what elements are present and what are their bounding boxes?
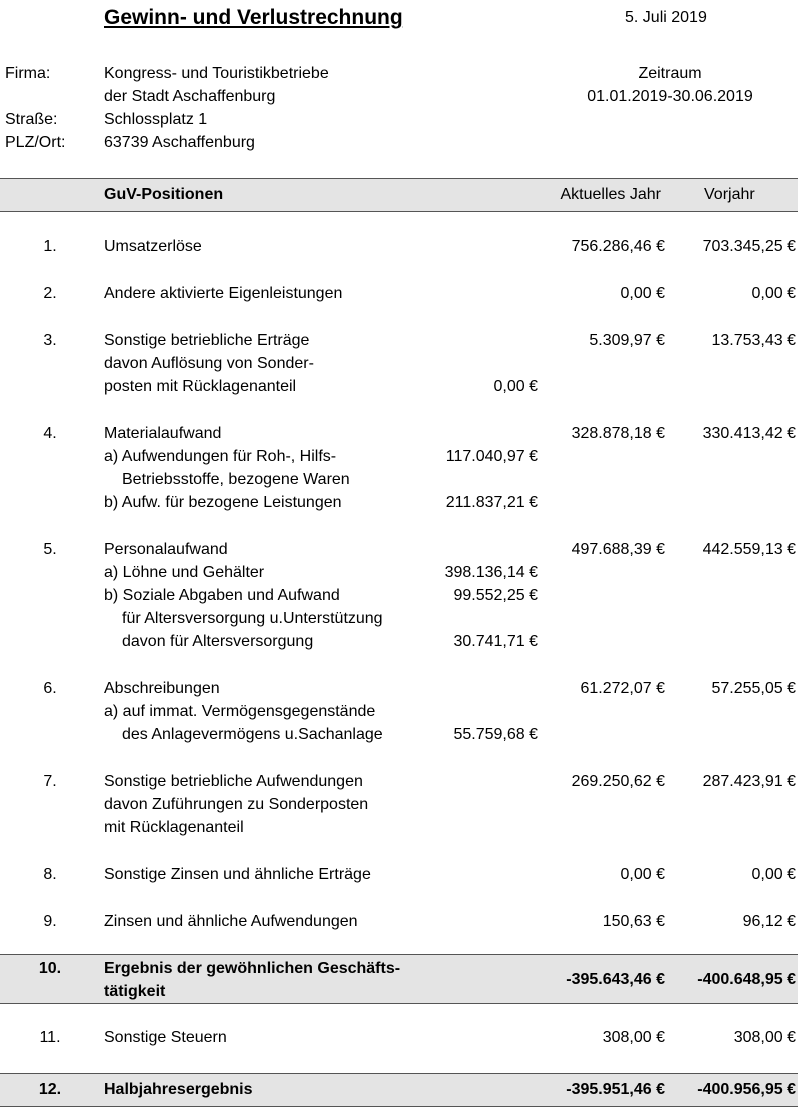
row-previous-value: 287.423,91 € xyxy=(702,773,796,790)
row-current-value: 61.272,07 € xyxy=(580,680,665,697)
row-current-value: 497.688,39 € xyxy=(571,541,665,558)
sub-item-label: für Altersversorgung u.Unterstützung xyxy=(122,610,383,627)
table-row xyxy=(0,237,800,257)
row-previous-value: 703.345,25 € xyxy=(702,238,796,255)
column-header-current: Aktuelles Jahr xyxy=(560,186,661,203)
row-current-value: 150,63 € xyxy=(602,913,665,930)
row-number: 5. xyxy=(43,541,57,558)
row-number: 10. xyxy=(38,960,62,977)
sub-item-label: a) Aufwendungen für Roh-, Hilfs- xyxy=(104,448,337,465)
row-previous-value: 308,00 € xyxy=(733,1029,796,1046)
row-current-value: 5.309,97 € xyxy=(589,332,665,349)
sub-item-label: b) Aufw. für bezogene Leistungen xyxy=(104,494,342,511)
document-title: Gewinn- und Verlustrechnung xyxy=(104,6,403,29)
zeitraum-label: Zeitraum xyxy=(638,65,702,82)
document-date: 5. Juli 2019 xyxy=(625,9,707,26)
table-row xyxy=(0,540,800,650)
row-label: Ergebnis der gewöhnlichen Geschäfts- xyxy=(104,960,401,977)
row-number: 12. xyxy=(38,1081,62,1098)
row-number: 9. xyxy=(43,913,57,930)
table-row xyxy=(0,912,800,932)
sub-item-label: mit Rücklagenanteil xyxy=(104,819,244,836)
sub-item-value: 55.759,68 € xyxy=(453,726,538,743)
row-current-value: 308,00 € xyxy=(602,1029,665,1046)
table-row-total xyxy=(0,1080,800,1100)
row-number: 6. xyxy=(43,680,57,697)
row-number: 1. xyxy=(43,238,57,255)
row-label: Sonstige betriebliche Erträge xyxy=(104,332,310,349)
sub-item-value: 99.552,25 € xyxy=(453,587,538,604)
sub-item-label: b) Soziale Abgaben und Aufwand xyxy=(104,587,340,604)
row-current-value: 269.250,62 € xyxy=(571,773,665,790)
column-header-previous: Vorjahr xyxy=(704,186,755,203)
row-number: 4. xyxy=(43,425,57,442)
row-number: 7. xyxy=(43,773,57,790)
sub-item-value: 398.136,14 € xyxy=(444,564,538,581)
row-previous-value: -400.648,95 € xyxy=(697,971,796,988)
row-label: Andere aktivierte Eigenleistungen xyxy=(104,285,343,302)
table-row xyxy=(0,284,800,304)
plz-value: 63739 Aschaffenburg xyxy=(104,134,255,151)
row-previous-value: 330.413,42 € xyxy=(702,425,796,442)
firma-name-line2: der Stadt Aschaffenburg xyxy=(104,88,276,105)
row-number: 11. xyxy=(39,1029,61,1046)
firma-name-line1: Kongress- und Touristikbetriebe xyxy=(104,65,329,82)
table-row xyxy=(0,424,800,511)
strasse-value: Schlossplatz 1 xyxy=(104,111,208,128)
row-previous-value: 0,00 € xyxy=(751,285,796,302)
row-current-value: 328.878,18 € xyxy=(571,425,665,442)
row-current-value: 0,00 € xyxy=(620,866,665,883)
table-row xyxy=(0,772,800,842)
table-row xyxy=(0,331,800,401)
column-header-positions: GuV-Positionen xyxy=(104,186,224,203)
row-label-continued: tätigkeit xyxy=(104,983,166,1000)
sub-item-label: davon Zuführungen zu Sonderposten xyxy=(104,796,369,813)
row-label: Umsatzerlöse xyxy=(104,238,202,255)
row-previous-value: 57.255,05 € xyxy=(711,680,796,697)
row-label: Personalaufwand xyxy=(104,541,228,558)
row-label: Materialaufwand xyxy=(104,425,222,442)
row-number: 8. xyxy=(43,866,57,883)
row-previous-value: 0,00 € xyxy=(751,866,796,883)
firma-label: Firma: xyxy=(5,65,51,82)
row-label: Sonstige betriebliche Aufwendungen xyxy=(104,773,363,790)
zeitraum-value: 01.01.2019-30.06.2019 xyxy=(587,88,753,105)
plz-label: PLZ/Ort: xyxy=(5,134,66,151)
row-previous-value: 96,12 € xyxy=(742,913,796,930)
row-label: Halbjahresergebnis xyxy=(104,1081,253,1098)
row-current-value: -395.951,46 € xyxy=(566,1081,665,1098)
sub-item-label: a) Löhne und Gehälter xyxy=(104,564,265,581)
sub-item-value: 117.040,97 € xyxy=(445,448,538,465)
table-row-subtotal xyxy=(0,959,800,1001)
sub-item-label: posten mit Rücklagenanteil xyxy=(104,378,297,395)
row-previous-value: -400.956,95 € xyxy=(697,1081,796,1098)
table-row xyxy=(0,679,800,749)
row-number: 2. xyxy=(43,285,57,302)
row-label: Zinsen und ähnliche Aufwendungen xyxy=(104,913,358,930)
table-row xyxy=(0,1028,800,1048)
strasse-label: Straße: xyxy=(5,111,58,128)
row-previous-value: 13.753,43 € xyxy=(711,332,796,349)
row-label: Sonstige Zinsen und ähnliche Erträge xyxy=(104,866,371,883)
row-current-value: 0,00 € xyxy=(620,285,665,302)
sub-item-value: 0,00 € xyxy=(493,378,538,395)
row-label: Abschreibungen xyxy=(104,680,220,697)
row-previous-value: 442.559,13 € xyxy=(702,541,796,558)
row-current-value: 756.286,46 € xyxy=(571,238,665,255)
sub-item-label: davon für Altersversorgung xyxy=(122,633,314,650)
table-row xyxy=(0,865,800,885)
row-number: 3. xyxy=(43,332,57,349)
sub-item-label: Betriebsstoffe, bezogene Waren xyxy=(122,471,350,488)
sub-item-label: des Anlagevermögens u.Sachanlage xyxy=(122,726,383,743)
sub-item-label: davon Auflösung von Sonder- xyxy=(104,355,314,372)
sub-item-value: 30.741,71 € xyxy=(453,633,538,650)
row-label: Sonstige Steuern xyxy=(104,1029,227,1046)
sub-item-label: a) auf immat. Vermögensgegenstände xyxy=(104,703,376,720)
sub-item-value: 211.837,21 € xyxy=(445,494,538,511)
row-current-value: -395.643,46 € xyxy=(566,971,665,988)
